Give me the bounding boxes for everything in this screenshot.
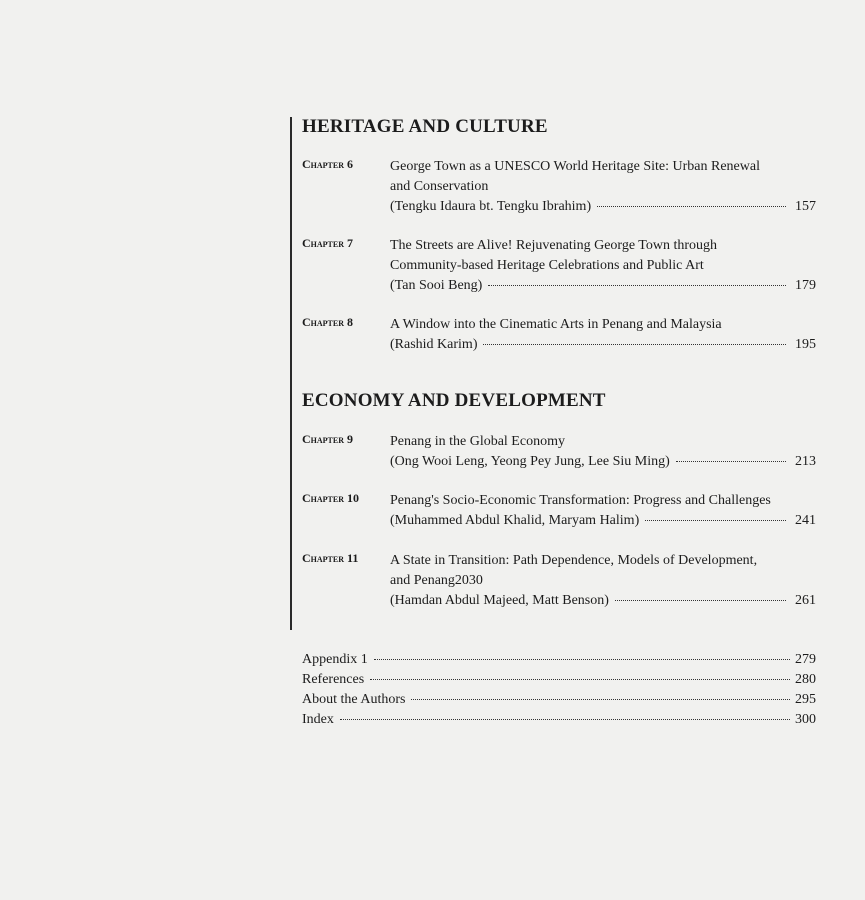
dot-leader xyxy=(645,519,786,521)
back-matter-label: Index xyxy=(302,712,334,727)
chapter-title-line: Penang in the Global Economy xyxy=(390,434,565,449)
page-number: 300 xyxy=(795,712,816,727)
dot-leader xyxy=(483,343,786,345)
page-number: 280 xyxy=(795,672,816,687)
dot-leader xyxy=(374,658,790,660)
chapter-label: Chapter 10 xyxy=(302,491,360,505)
chapter-label: Chapter 11 xyxy=(302,551,359,565)
chapter-label: Chapter 8 xyxy=(302,315,354,329)
chapter-authors: (Hamdan Abdul Majeed, Matt Benson) xyxy=(390,593,609,608)
page-number: 295 xyxy=(795,692,816,707)
page-number: 195 xyxy=(795,337,816,352)
dot-leader xyxy=(411,698,790,700)
chapter-title-line: and Conservation xyxy=(390,179,489,194)
chapter-authors: (Muhammed Abdul Khalid, Maryam Halim) xyxy=(390,513,640,528)
dot-leader xyxy=(340,718,790,720)
vertical-rule xyxy=(290,117,292,630)
dot-leader xyxy=(370,678,790,680)
chapter-title-line: and Penang2030 xyxy=(390,573,483,588)
chapter-authors: (Rashid Karim) xyxy=(390,337,478,352)
chapter-title-line: Community-based Heritage Celebrations and Public Art xyxy=(390,258,704,273)
back-matter-label: References xyxy=(302,672,365,687)
page-number: 179 xyxy=(795,278,816,293)
back-matter-list xyxy=(302,650,816,730)
back-matter-item[interactable] xyxy=(302,710,816,730)
page-number: 241 xyxy=(795,513,816,528)
page-number: 261 xyxy=(795,593,816,608)
section-title-economy: ECONOMY AND DEVELOPMENT xyxy=(302,390,606,411)
chapter-label: Chapter 7 xyxy=(302,236,354,250)
chapter-title-line: A State in Transition: Path Dependence, Models of Development, xyxy=(390,553,758,568)
dot-leader xyxy=(597,205,786,207)
dot-leader xyxy=(615,599,786,601)
page-number: 157 xyxy=(795,199,816,214)
back-matter-item[interactable] xyxy=(302,690,816,710)
page-number: 279 xyxy=(795,652,816,667)
back-matter-item[interactable] xyxy=(302,670,816,690)
chapter-authors: (Ong Wooi Leng, Yeong Pey Jung, Lee Siu Ming) xyxy=(390,454,670,469)
chapter-title-line: A Window into the Cinematic Arts in Penang and Malaysia xyxy=(390,317,722,332)
chapter-label: Chapter 9 xyxy=(302,432,354,446)
page-number: 213 xyxy=(795,454,816,469)
chapter-title-line: The Streets are Alive! Rejuvenating George Town through xyxy=(390,238,718,253)
chapter-label: Chapter 6 xyxy=(302,157,354,171)
back-matter-label: About the Authors xyxy=(302,692,406,707)
chapter-title-line: Penang's Socio-Economic Transformation: Progress and Challenges xyxy=(390,493,771,508)
dot-leader xyxy=(676,460,786,462)
chapter-authors: (Tan Sooi Beng) xyxy=(390,278,483,293)
back-matter-item[interactable] xyxy=(302,650,816,670)
section-title-heritage: HERITAGE AND CULTURE xyxy=(302,116,548,137)
chapter-authors: (Tengku Idaura bt. Tengku Ibrahim) xyxy=(390,199,592,214)
dot-leader xyxy=(488,284,786,286)
back-matter-label: Appendix 1 xyxy=(302,652,368,667)
chapter-title-line: George Town as a UNESCO World Heritage Site: Urban Renewal xyxy=(390,159,760,174)
